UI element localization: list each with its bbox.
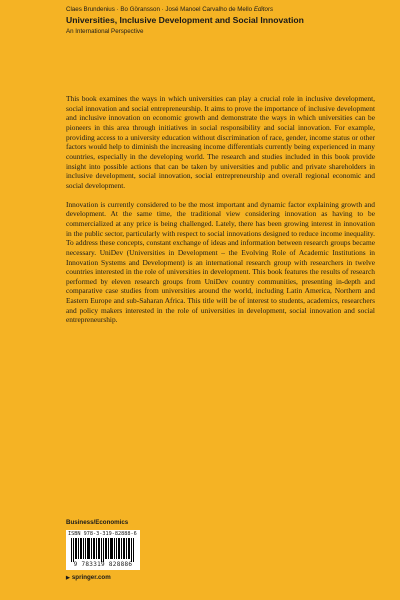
editors-role: Editors [253,6,274,13]
blurb-paragraph-1: This book examines the ways in which universities can play a crucial role in inclusive development, social innovation and social entrepreneurship. It aims to prove the importance of inclusive development and inclusive innovation on economic growth and demonstrate the ways in which universities can be pioneers in this area through initiatives in social responsibility and social innovation. For example, providing access to a university education without discrimination of race, gender, income status or other factors would help to diminish the increasing income differentials currently being experienced in many countries, especially in the developing world. The research and studies included in this book provide insight into possible actions that can be taken by universities and public and private shareholders in inclusive development, social innovation, social entrepreneurship and overall regional economic and social development. [66,94,375,190]
book-title: Universities, Inclusive Development and Social Innovation [66,15,304,25]
barcode-panel [66,530,140,570]
publisher-url[interactable] [66,574,111,581]
editors-names: Claes Brundenius · Bo Göransson · José Manoel Carvalho de Mello [66,6,253,13]
book-subtitle: An International Perspective [66,28,144,35]
editors-line [66,6,386,14]
blurb-paragraph-2: Innovation is currently considered to be the most important and dynamic factor explaining growth and development. At the same time, the traditional view considering innovation as having to be commercialized at any price is being challenged. Lately, there has been growing interest in innovation in the public sector, particularly with respect to social innovations designed to reduce income inequality. To address these concepts, constant exchange of ideas and information between research groups became necessary. UniDev (Universities in Development – the Evolving Role of Academic Institutions in Innovation Systems and Development) is an international research group with researchers in twelve countries interested in the role of universities in development. This book features the results of research performed by eleven research groups from UniDev country communities, presenting in-depth and comparative case studies from universities around the world, including Latin America, Northern and Eastern Europe and sub-Saharan Africa. This title will be of interest to students, academics, researchers and policy makers interested in the role of universities in development, social innovation and social entrepreneurship. [66,199,375,325]
subject-category: Business/Economics [66,519,129,526]
publisher-url-text: springer.com [71,574,111,581]
isbn-label: ISBN 978-3-319-82888-6 [68,531,137,537]
blurb-text [66,94,375,334]
triangle-right-icon: ▶ [66,575,70,581]
cover-header [66,6,386,36]
barcode-number: 9 783319 828886 [73,561,133,568]
barcode-icon [71,538,135,562]
